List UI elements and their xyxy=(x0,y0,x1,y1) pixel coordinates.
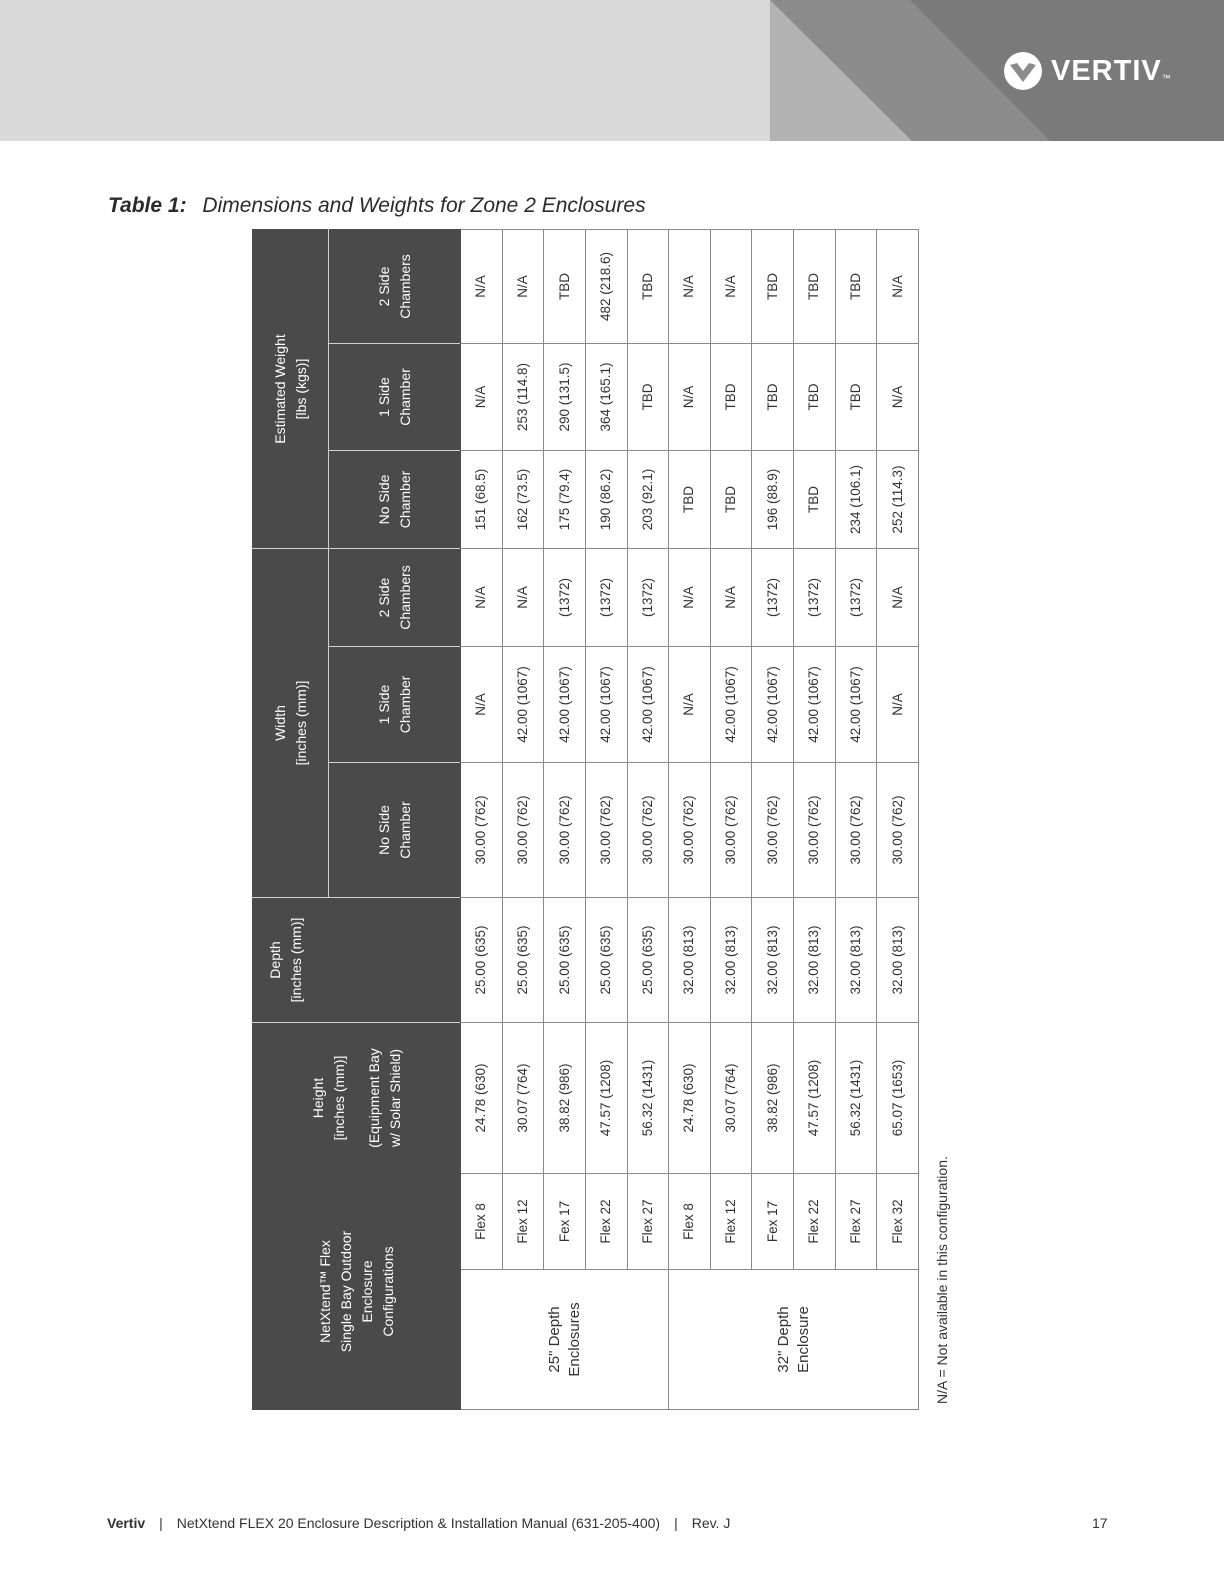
cell-w-no: 30.00 (762) xyxy=(461,763,503,898)
cell-depth: 32.00 (813) xyxy=(877,898,919,1023)
cell-depth: 32.00 (813) xyxy=(794,898,836,1023)
table-row xyxy=(710,229,752,1409)
cell-height: 30.07 (764) xyxy=(502,1023,544,1174)
cell-w-one: N/A xyxy=(877,647,919,763)
cell-w-no: 30.00 (762) xyxy=(544,763,586,898)
cell-wt-one: TBD xyxy=(710,344,752,451)
cell-w-no: 30.00 (762) xyxy=(502,763,544,898)
header-config-line: Single Bay Outdoor xyxy=(337,1230,354,1353)
cell-w-one: 42.00 (1067) xyxy=(794,647,836,763)
cell-wt-no: 196 (88.9) xyxy=(752,451,794,549)
cell-wt-two: TBD xyxy=(627,229,669,343)
group-label-cell xyxy=(461,1270,669,1410)
header-sub-line: 2 Side xyxy=(375,577,392,618)
cell-w-one: 42.00 (1067) xyxy=(752,647,794,763)
rotated-table-inner xyxy=(252,230,919,1410)
cell-w-no: 30.00 (762) xyxy=(669,763,711,898)
header-weight-line: [lbs (kgs)] xyxy=(292,358,309,420)
footer-brand: Vertiv xyxy=(107,1515,146,1531)
header-depth-line: [inches (mm)] xyxy=(288,917,304,1003)
trademark-mark: ™ xyxy=(1161,73,1171,83)
header-sub-line: 1 Side xyxy=(375,377,392,417)
cell-w-one: 42.00 (1067) xyxy=(835,647,877,763)
config-cell: Flex 32 xyxy=(877,1174,919,1270)
config-cell: Flex 12 xyxy=(502,1174,544,1270)
cell-wt-two: N/A xyxy=(502,229,544,343)
table-row xyxy=(585,229,627,1409)
cell-wt-no: 234 (106.1) xyxy=(835,451,877,549)
cell-height: 24.78 (630) xyxy=(669,1023,711,1174)
cell-w-two: (1372) xyxy=(544,549,586,647)
header-config xyxy=(253,1174,461,1410)
config-cell: Flex 22 xyxy=(585,1174,627,1270)
cell-depth: 25.00 (635) xyxy=(544,898,586,1023)
header-weight xyxy=(253,229,329,548)
cell-depth: 32.00 (813) xyxy=(752,898,794,1023)
header-height-line: Height xyxy=(309,1077,326,1119)
cell-wt-no: 162 (73.5) xyxy=(502,451,544,549)
cell-w-two: (1372) xyxy=(627,549,669,647)
group-label-line: 25" Depth xyxy=(545,1306,563,1373)
cell-w-two: (1372) xyxy=(835,549,877,647)
cell-w-two: N/A xyxy=(710,549,752,647)
config-cell: Flex 27 xyxy=(835,1174,877,1270)
rotated-table-frame xyxy=(252,230,919,1410)
cell-w-two: (1372) xyxy=(585,549,627,647)
table-caption-title: Dimensions and Weights for Zone 2 Enclosures xyxy=(202,194,646,217)
cell-w-one: 42.00 (1067) xyxy=(544,647,586,763)
cell-w-no: 30.00 (762) xyxy=(710,763,752,898)
cell-wt-two: TBD xyxy=(794,229,836,343)
footer-revision: Rev. J xyxy=(691,1515,731,1531)
table-row xyxy=(669,229,711,1409)
cell-wt-one: TBD xyxy=(835,344,877,451)
cell-wt-no: 190 (86.2) xyxy=(585,451,627,549)
header-sub-line: No Side xyxy=(375,474,392,525)
header-height-line: (Equipment Bay xyxy=(365,1048,382,1148)
vertiv-mark-icon xyxy=(1003,51,1043,91)
header-sub-line: Chamber xyxy=(396,368,413,426)
header-depth-line: Depth xyxy=(267,941,283,979)
header-weight-no-side xyxy=(329,451,461,549)
cell-w-one: N/A xyxy=(669,647,711,763)
cell-wt-one: N/A xyxy=(461,344,503,451)
header-weight-one-side xyxy=(329,344,461,451)
cell-w-no: 30.00 (762) xyxy=(752,763,794,898)
cell-wt-one: 253 (114.8) xyxy=(502,344,544,451)
page-footer xyxy=(107,1515,730,1531)
cell-w-two: N/A xyxy=(669,549,711,647)
cell-wt-two: TBD xyxy=(752,229,794,343)
cell-height: 30.07 (764) xyxy=(710,1023,752,1174)
cell-height: 47.57 (1208) xyxy=(585,1023,627,1174)
cell-height: 38.82 (986) xyxy=(544,1023,586,1174)
header-height-line: [inches (mm)] xyxy=(330,1055,347,1141)
cell-depth: 32.00 (813) xyxy=(710,898,752,1023)
group-label-cell xyxy=(669,1270,919,1410)
header-sub-line: No Side xyxy=(375,805,392,855)
header-width-line: [inches (mm)] xyxy=(292,680,309,766)
cell-wt-no: TBD xyxy=(669,451,711,549)
cell-depth: 25.00 (635) xyxy=(585,898,627,1023)
footer-document-title: NetXtend FLEX 20 Enclosure Description & Installation Manual (631-205-400) xyxy=(176,1515,661,1531)
cell-w-two: N/A xyxy=(461,549,503,647)
cell-wt-two: N/A xyxy=(877,229,919,343)
header-sub-line: Chambers xyxy=(396,254,413,319)
page-number: 17 xyxy=(1092,1515,1108,1531)
config-cell: Flex 22 xyxy=(794,1174,836,1270)
cell-depth: 25.00 (635) xyxy=(461,898,503,1023)
config-cell: Flex 8 xyxy=(669,1174,711,1270)
cell-wt-one: 364 (165.1) xyxy=(585,344,627,451)
header-sub-line: 2 Side xyxy=(375,266,392,307)
cell-depth: 25.00 (635) xyxy=(502,898,544,1023)
cell-wt-no: 151 (68.5) xyxy=(461,451,503,549)
table-row xyxy=(502,229,544,1409)
table-row xyxy=(752,229,794,1409)
cell-depth: 32.00 (813) xyxy=(835,898,877,1023)
cell-wt-two: N/A xyxy=(669,229,711,343)
cell-w-no: 30.00 (762) xyxy=(835,763,877,898)
cell-height: 65.07 (1653) xyxy=(877,1023,919,1174)
table-row xyxy=(835,229,877,1409)
header-weight-line: Estimated Weight xyxy=(271,334,288,444)
cell-height: 38.82 (986) xyxy=(752,1023,794,1174)
header-sub-line: 1 Side xyxy=(375,684,392,725)
table-caption-label: Table 1: xyxy=(108,194,187,217)
table-row xyxy=(544,229,586,1409)
cell-wt-two: N/A xyxy=(710,229,752,343)
cell-wt-two: 482 (218.6) xyxy=(585,229,627,343)
header-sub-line: Chamber xyxy=(396,470,413,529)
table-caption xyxy=(108,194,646,218)
cell-w-two: N/A xyxy=(502,549,544,647)
cell-wt-one: N/A xyxy=(669,344,711,451)
dimensions-weights-table xyxy=(252,229,919,1410)
config-cell: Fex 17 xyxy=(544,1174,586,1270)
cell-wt-one: TBD xyxy=(794,344,836,451)
table-row xyxy=(627,229,669,1409)
cell-wt-one: TBD xyxy=(627,344,669,451)
config-cell: Flex 12 xyxy=(710,1174,752,1270)
cell-w-no: 30.00 (762) xyxy=(877,763,919,898)
footer-separator: | xyxy=(159,1515,163,1531)
config-cell: Flex 27 xyxy=(627,1174,669,1270)
header-height xyxy=(253,1023,461,1174)
cell-wt-two: N/A xyxy=(461,229,503,343)
cell-wt-one: N/A xyxy=(877,344,919,451)
cell-wt-two: TBD xyxy=(544,229,586,343)
cell-wt-no: 203 (92.1) xyxy=(627,451,669,549)
header-config-line: Configurations xyxy=(379,1246,396,1337)
config-cell: Fex 17 xyxy=(752,1174,794,1270)
header-config-line: Enclosure xyxy=(358,1260,375,1323)
header-sub-line: Chamber xyxy=(396,801,413,859)
cell-w-no: 30.00 (762) xyxy=(585,763,627,898)
group-label-line: 32" Depth xyxy=(774,1306,792,1373)
cell-w-two: (1372) xyxy=(752,549,794,647)
cell-wt-no: TBD xyxy=(710,451,752,549)
cell-w-one: 42.00 (1067) xyxy=(502,647,544,763)
vertiv-logo[interactable] xyxy=(1003,51,1171,91)
header-config-line: NetXtend™ Flex xyxy=(316,1240,333,1343)
header-sub-line: Chamber xyxy=(396,675,413,734)
table-row xyxy=(461,229,503,1409)
table-row xyxy=(794,229,836,1409)
header-width-line: Width xyxy=(271,705,288,741)
cell-wt-two: TBD xyxy=(835,229,877,343)
cell-w-one: 42.00 (1067) xyxy=(627,647,669,763)
cell-wt-one: 290 (131.5) xyxy=(544,344,586,451)
header-height-line: w/ Solar Shield) xyxy=(386,1048,403,1148)
header-depth xyxy=(253,898,461,1023)
cell-w-one: 42.00 (1067) xyxy=(710,647,752,763)
cell-w-two: (1372) xyxy=(794,549,836,647)
cell-wt-no: 252 (114.3) xyxy=(877,451,919,549)
header-height-line xyxy=(350,1027,364,1169)
cell-height: 56.32 (1431) xyxy=(835,1023,877,1174)
header-width-two-side xyxy=(329,549,461,647)
header-width-one-side xyxy=(329,647,461,763)
group-label-line: Enclosure xyxy=(794,1306,812,1373)
cell-wt-no: 175 (79.4) xyxy=(544,451,586,549)
cell-wt-one: TBD xyxy=(752,344,794,451)
cell-depth: 32.00 (813) xyxy=(669,898,711,1023)
group-label-line: Enclosures xyxy=(565,1302,583,1377)
cell-w-no: 30.00 (762) xyxy=(794,763,836,898)
cell-depth: 25.00 (635) xyxy=(627,898,669,1023)
header-weight-two-side xyxy=(329,229,461,343)
config-cell: Flex 8 xyxy=(461,1174,503,1270)
cell-height: 56.32 (1431) xyxy=(627,1023,669,1174)
footer-separator: | xyxy=(674,1515,678,1531)
cell-w-one: N/A xyxy=(461,647,503,763)
header-width-no-side xyxy=(329,763,461,898)
cell-w-one: 42.00 (1067) xyxy=(585,647,627,763)
table-note: N/A = Not available in this configuration. xyxy=(934,1156,950,1404)
cell-wt-no: TBD xyxy=(794,451,836,549)
header-width xyxy=(253,549,329,898)
cell-w-no: 30.00 (762) xyxy=(627,763,669,898)
table-body xyxy=(461,229,919,1409)
cell-height: 47.57 (1208) xyxy=(794,1023,836,1174)
vertiv-wordmark: VERTIV xyxy=(1051,54,1162,87)
cell-height: 24.78 (630) xyxy=(461,1023,503,1174)
table-row xyxy=(877,229,919,1409)
cell-w-two: N/A xyxy=(877,549,919,647)
header-sub-line: Chambers xyxy=(396,565,413,630)
